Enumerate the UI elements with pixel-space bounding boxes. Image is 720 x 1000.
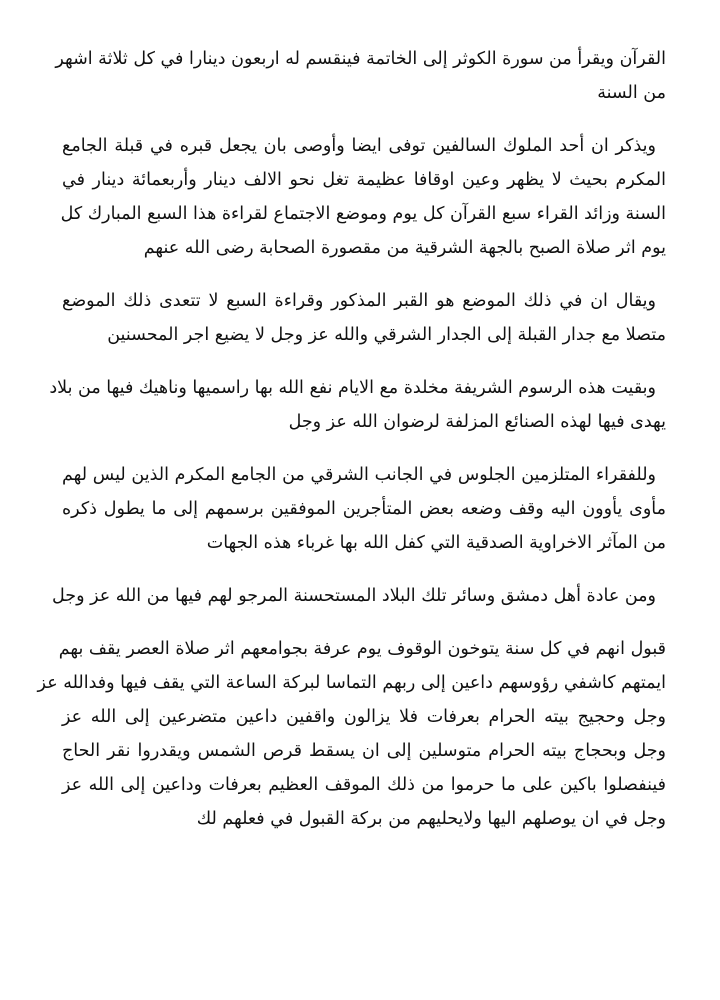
paragraph: [55, 42, 666, 110]
text-line: وجل وحجيج بيته الحرام بعرفات فلا يزالون واقفين داعين متضرعين إلى الله عز: [62, 707, 666, 727]
text-line: ومن عادة أهل دمشق وسائر تلك البلاد المستحسنة المرجو لهم فيها من الله عز وجل: [52, 586, 656, 606]
paragraph: [62, 458, 666, 560]
paragraph: [62, 129, 666, 265]
paragraph: [62, 284, 666, 352]
text-line: من المآثر الاخراوية الصدقية التي كفل الله بها غرباء هذه الجهات: [206, 533, 666, 553]
text-line: مأوى يأوون اليه وقف وضعه بعض المتأجرين الموفقين برسمهم إلى ما يطول ذكره: [62, 499, 666, 519]
paragraph: [52, 579, 666, 613]
text-line: ايمتهم كاشفي رؤوسهم داعين إلى ربهم التماسا لبركة الساعة التي يقف فيها وفدالله عز: [37, 673, 666, 693]
text-line: متصلا مع جدار القبلة إلى الجدار الشرقي والله عز وجل لا يضيع اجر المحسنين: [107, 325, 666, 345]
text-line: القرآن ويقرأ من سورة الكوثر إلى الخاتمة فينقسم له اربعون دينارا في كل ثلاثة اشهر: [55, 49, 666, 69]
text-line: وبقيت هذه الرسوم الشريفة مخلدة مع الايام نفع الله بها راسميها وناهيك فيها من بلاد: [49, 378, 656, 398]
text-line: قبول انهم في كل سنة يتوخون الوقوف يوم عرفة بجوامعهم اثر صلاة العصر يقف بهم: [58, 639, 666, 659]
text-line: من السنة: [597, 83, 666, 103]
text-line: المكرم بحيث لا يظهر وعين اوقافا عظيمة تغل نحو الالف دينار وأربعمائة دينار في: [62, 170, 666, 190]
paragraph: [37, 632, 666, 836]
text-line: السنة وزائد القراء سبع القرآن كل يوم وموضع الاجتماع لقراءة هذا السبع المبارك كل: [60, 204, 666, 224]
text-line: وجل في ان يوصلهم اليها ولايحليهم من بركة القبول في فعلهم لك: [196, 809, 666, 829]
text-line: فينفصلوا باكين على ما حرموا من ذلك الموقف العظيم بعرفات وداعين إلى الله عز: [62, 775, 666, 795]
text-line: يوم اثر صلاة الصبح بالجهة الشرقية من مقصورة الصحابة رضى الله عنهم: [143, 238, 666, 258]
text-line: وللفقراء المتلزمين الجلوس في الجانب الشرقي من الجامع المكرم الذين ليس لهم: [62, 465, 656, 485]
document-page: [37, 42, 666, 855]
text-line: يهدى فيها لهذه الصنائع المزلفة لرضوان الله عز وجل: [288, 412, 666, 432]
text-line: وجل وبحجاج بيته الحرام متوسلين إلى ان يسقط قرص الشمس ويقدروا نقر الحاج: [62, 741, 666, 761]
text-line: ويقال ان في ذلك الموضع هو القبر المذكور وقراءة السبع لا تتعدى ذلك الموضع: [62, 291, 656, 311]
text-line: ويذكر ان أحد الملوك السالفين توفى ايضا وأوصى بان يجعل قبره في قبلة الجامع: [62, 136, 656, 156]
paragraph: [49, 371, 666, 439]
